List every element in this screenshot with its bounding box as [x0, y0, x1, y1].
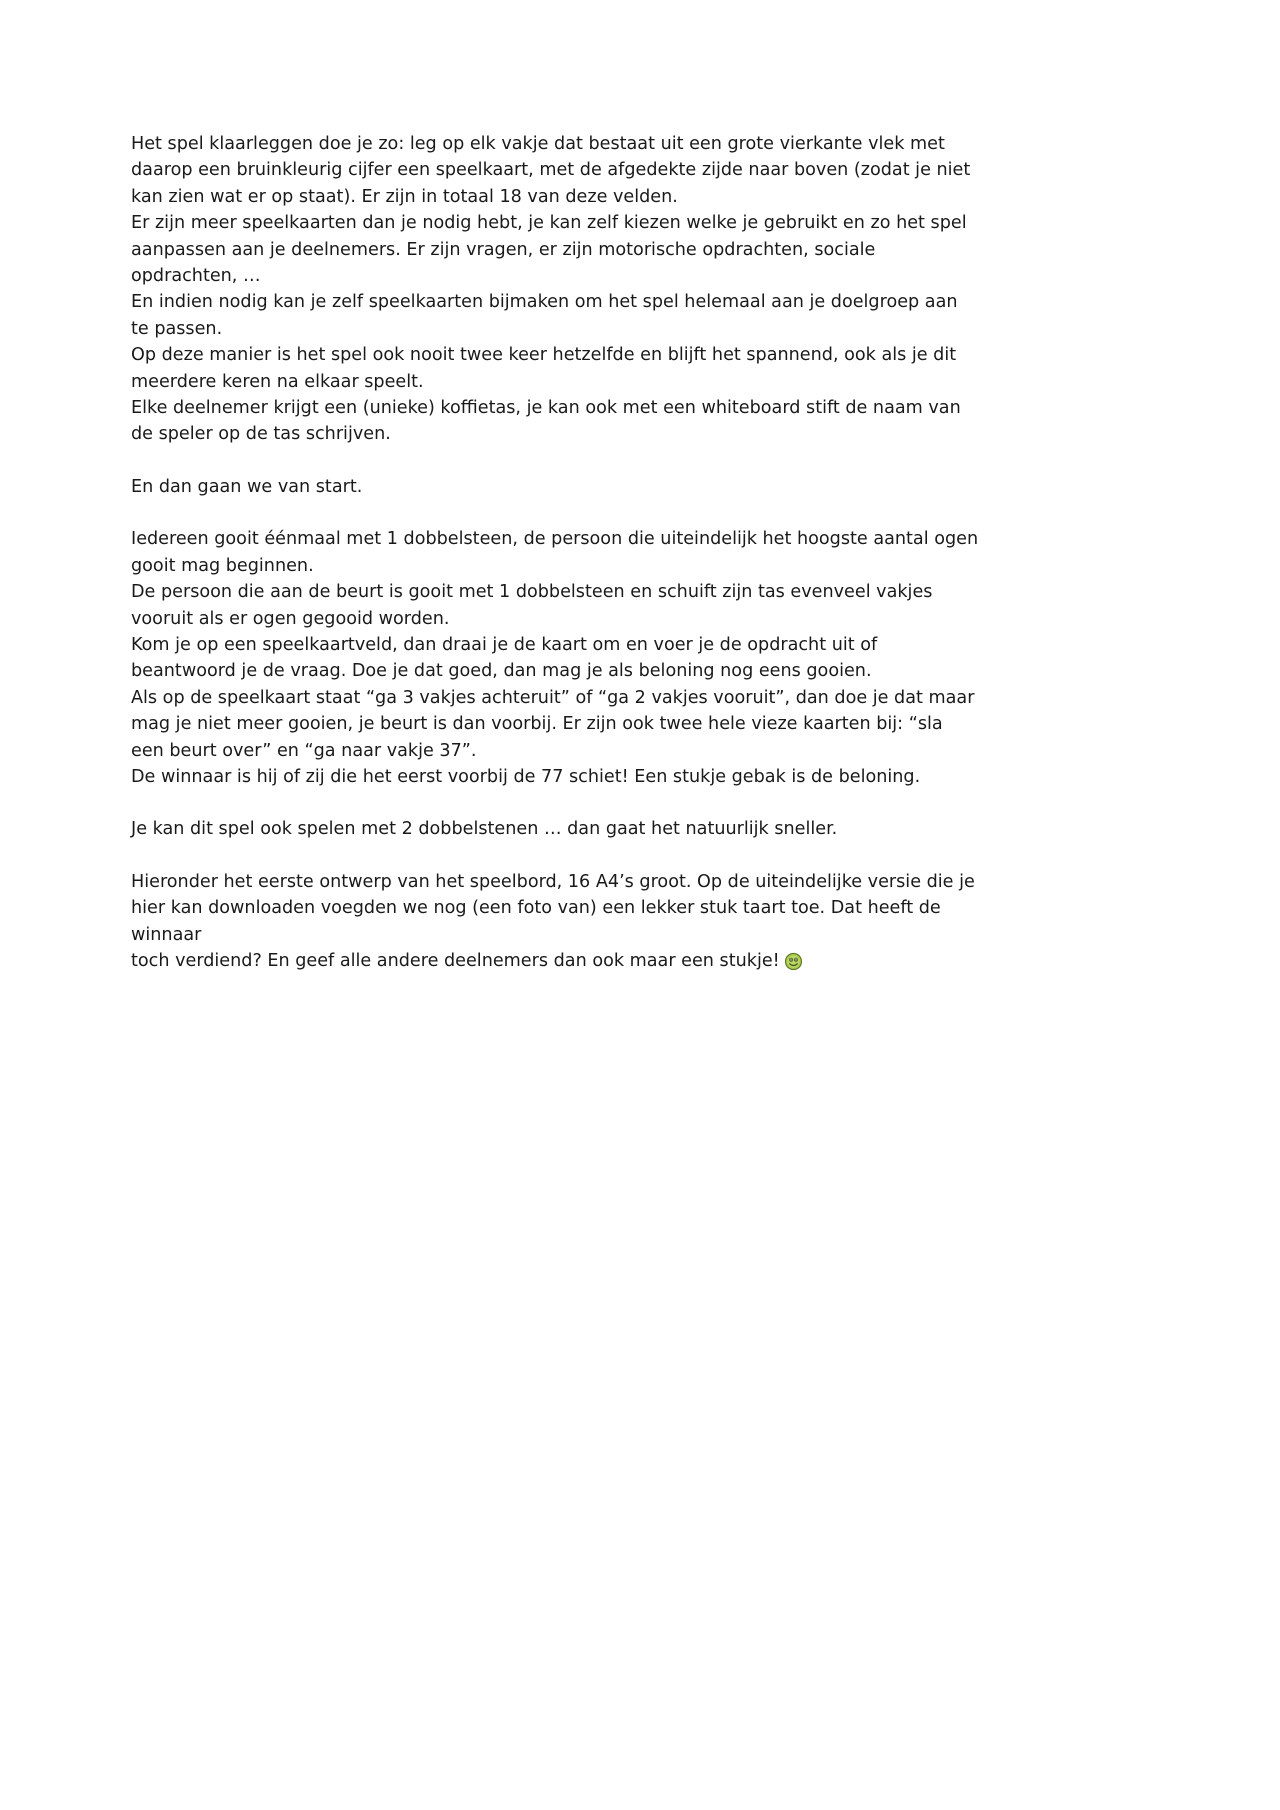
- paragraph-spacer-4: [131, 843, 980, 869]
- paragraph-closing: [131, 948, 980, 974]
- closing-text: toch verdiend? En geef alle andere deelnemers dan ook maar een stukje!: [131, 950, 780, 971]
- paragraph-spacer-3: [131, 790, 980, 816]
- document-body: [131, 131, 980, 974]
- paragraph-rules-2: De persoon die aan de beurt is gooit met 1 dobbelsteen en schuift zijn tas evenveel vakjes vooruit als er ogen gegooid worden.: [131, 582, 933, 629]
- paragraph-rules-4: Als op de speelkaart staat “ga 3 vakjes achteruit” of “ga 2 vakjes vooruit”, dan doe je dat maar mag je niet meer gooien, je beurt is dan voorbij. Er zijn ook twee hele vieze kaarten bij: “sla een beurt over” en “ga naar vakje 37”.: [131, 687, 975, 761]
- paragraph-setup-4: Op deze manier is het spel ook nooit twee keer hetzelfde en blijft het spannend, ook als je dit meerdere keren na elkaar speelt.: [131, 345, 957, 392]
- paragraph-spacer-1: [131, 448, 980, 474]
- paragraph-setup-1: Het spel klaarleggen doe je zo: leg op elk vakje dat bestaat uit een grote vierkante vlek met daarop een bruinkleurig cijfer een speelkaart, met de afgedekte zijde naar boven (zodat je niet kan zien wat er op staat). Er zijn in totaal 18 van deze velden.: [131, 134, 971, 207]
- paragraph-board-note: Hieronder het eerste ontwerp van het speelbord, 16 A4’s groot. Op de uiteindelijke versie die je hier kan downloaden voegden we nog (een foto van) een lekker stuk taart toe. Dat heeft de winnaar: [131, 871, 975, 945]
- paragraph-rules-1: Iedereen gooit éénmaal met 1 dobbelsteen, de persoon die uiteindelijk het hoogste aantal ogen gooit mag beginnen.: [131, 529, 979, 576]
- paragraph-start: En dan gaan we van start.: [131, 476, 363, 497]
- paragraph-setup-3: En indien nodig kan je zelf speelkaarten bijmaken om het spel helemaal aan je doelgroep aan te passen.: [131, 292, 958, 339]
- smiling-face-emoticon-icon: [784, 952, 803, 971]
- paragraph-setup-2: Er zijn meer speelkaarten dan je nodig hebt, je kan zelf kiezen welke je gebruikt en zo het spel aanpassen aan je deelnemers. Er zijn vragen, er zijn motorische opdrachten, sociale opdrachten, …: [131, 213, 967, 287]
- paragraph-winner: De winnaar is hij of zij die het eerst voorbij de 77 schiet! Een stukje gebak is de beloning.: [131, 766, 921, 787]
- paragraph-rules-3: Kom je op een speelkaartveld, dan draai je de kaart om en voer je de opdracht uit of beantwoord je de vraag. Doe je dat goed, dan mag je als beloning nog eens gooien.: [131, 634, 878, 682]
- paragraph-two-dice: Je kan dit spel ook spelen met 2 dobbelstenen … dan gaat het natuurlijk sneller.: [131, 819, 838, 840]
- paragraph-setup-5: Elke deelnemer krijgt een (unieke) koffietas, je kan ook met een whiteboard stift de naam van de speler op de tas schrijven.: [131, 398, 961, 445]
- paragraph-spacer-2: [131, 500, 980, 526]
